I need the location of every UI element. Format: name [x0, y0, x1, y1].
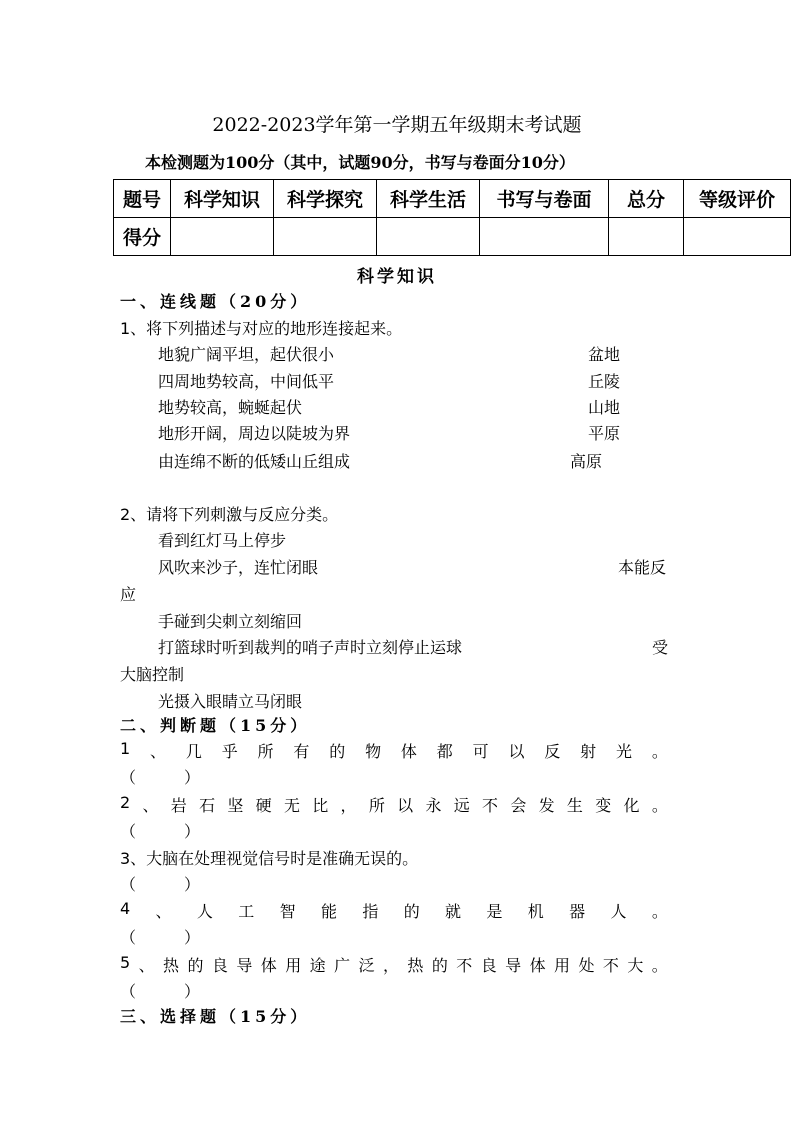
- part1-heading: 一、连线题（20分）: [120, 292, 311, 311]
- q1-right-item: 盆地: [588, 345, 621, 364]
- judge-question-char: 器: [569, 902, 586, 921]
- judge-question-char: 远: [453, 796, 470, 815]
- judge-question-char: 坚: [227, 796, 244, 815]
- judge-question-char: 反: [544, 742, 561, 761]
- table-header-cell: 科学知识: [171, 180, 274, 218]
- judge-question-char: 大: [627, 956, 644, 975]
- q1-right-item: 山地: [588, 398, 621, 417]
- judge-question-char: 机: [527, 902, 544, 921]
- table-header-cell: 题号: [114, 180, 171, 218]
- q2-stimulus-item: 手碰到尖刺立刻缩回: [158, 612, 303, 631]
- q1-right-item: 丘陵: [588, 372, 621, 391]
- judge-question-char: 用: [554, 956, 571, 975]
- part2-heading: 二、判断题（15分）: [120, 716, 311, 735]
- judge-question-char: 比: [312, 796, 329, 815]
- score-cell[interactable]: [377, 218, 480, 256]
- judge-question-char: 1: [120, 739, 131, 758]
- score-cell[interactable]: [609, 218, 684, 256]
- judge-question-char: 不: [482, 796, 499, 815]
- judge-question-char: 处: [578, 956, 595, 975]
- judge-question-char: 2: [120, 793, 131, 812]
- q1-right-item: 高原: [570, 452, 603, 471]
- judge-question-char: 都: [436, 742, 453, 761]
- q2-category-label-cont: 大脑控制: [120, 665, 185, 684]
- judge-question-char: 岩: [170, 796, 187, 815]
- judge-question-char: 以: [397, 796, 414, 815]
- judge-question-char: ，: [340, 796, 357, 815]
- judge-question-char: 不: [456, 956, 473, 975]
- answer-blank[interactable]: （ ）: [120, 822, 201, 841]
- table-header-cell: 书写与卷面: [480, 180, 609, 218]
- judge-question-char: 可: [472, 742, 489, 761]
- answer-blank[interactable]: （ ）: [120, 768, 201, 787]
- judge-question-char: 的: [187, 956, 204, 975]
- judge-question-char: 生: [566, 796, 583, 815]
- judge-question-char: 会: [510, 796, 527, 815]
- judge-question-char: 几: [185, 742, 202, 761]
- judge-question-char: 是: [486, 902, 503, 921]
- judge-question-char: 以: [508, 742, 525, 761]
- answer-blank[interactable]: （ ）: [120, 982, 201, 1001]
- judge-question-char: 光: [615, 742, 632, 761]
- judge-question-char: 所: [368, 796, 385, 815]
- q1-left-item: 四周地势较高，中间低平: [158, 372, 335, 391]
- q1-prompt: 1、将下列描述与对应的地形连接起来。: [120, 319, 403, 338]
- judge-question-char: 4: [120, 899, 131, 918]
- judge-question-char: 的: [329, 742, 346, 761]
- judge-question-char: 体: [400, 742, 417, 761]
- judge-question-char: 、: [150, 742, 167, 761]
- judge-question-char: 的: [403, 902, 420, 921]
- exam-title: 2022-2023学年第一学期五年级期末考试题: [212, 114, 582, 136]
- judge-question-text: 3、大脑在处理视觉信号时是准确无误的。: [120, 849, 419, 868]
- judge-question-char: 用: [285, 956, 302, 975]
- judge-question-char: 。: [651, 796, 668, 815]
- judge-question-char: 石: [199, 796, 216, 815]
- table-header-cell: 科学生活: [377, 180, 480, 218]
- q1-left-item: 地势较高，蜿蜒起伏: [158, 398, 303, 417]
- judge-question-char: 不: [602, 956, 619, 975]
- q2-prompt: 2、请将下列刺激与反应分类。: [120, 505, 339, 524]
- judge-question-char: 射: [580, 742, 597, 761]
- judge-question-char: 物: [365, 742, 382, 761]
- judge-question-char: 体: [529, 956, 546, 975]
- judge-question-char: 5: [120, 953, 131, 972]
- judge-question-char: 智: [279, 902, 296, 921]
- answer-blank[interactable]: （ ）: [120, 875, 201, 894]
- q1-left-item: 由连绵不断的低矮山丘组成: [158, 452, 351, 471]
- judge-question-char: 途: [309, 956, 326, 975]
- judge-question-char: 。: [651, 902, 668, 921]
- score-table-header-row: [114, 180, 791, 218]
- q2-stimulus-item: 看到红灯马上停步: [158, 531, 287, 550]
- score-table-score-row: [114, 218, 791, 256]
- judge-question-char: 、: [142, 796, 159, 815]
- judge-question-char: 无: [283, 796, 300, 815]
- judge-question-char: 人: [610, 902, 627, 921]
- q2-stimulus-item: 光摄入眼睛立马闭眼: [158, 692, 303, 711]
- score-table: [113, 179, 791, 256]
- section-title: 科学知识: [357, 267, 437, 287]
- judge-question-char: 热: [407, 956, 424, 975]
- judge-question: [120, 793, 668, 816]
- score-cell[interactable]: [274, 218, 377, 256]
- q2-category-label: 本能反: [618, 558, 667, 577]
- answer-blank[interactable]: （ ）: [120, 928, 201, 947]
- judge-question: [120, 739, 668, 762]
- judge-question-char: 导: [505, 956, 522, 975]
- judge-question-char: 。: [651, 956, 668, 975]
- q1-left-item: 地形开阔，周边以陡坡为界: [158, 424, 351, 443]
- judge-question-char: 发: [538, 796, 555, 815]
- judge-question-char: 永: [425, 796, 442, 815]
- judge-question-char: 泛: [358, 956, 375, 975]
- judge-question-char: 变: [595, 796, 612, 815]
- judge-question-char: 、: [155, 902, 172, 921]
- score-cell[interactable]: [171, 218, 274, 256]
- judge-question-char: 、: [138, 956, 155, 975]
- judge-question-char: 指: [362, 902, 379, 921]
- judge-question-char: 能: [320, 902, 337, 921]
- score-row-label: 得分: [114, 218, 171, 256]
- part3-heading: 三、选择题（15分）: [120, 1007, 311, 1026]
- judge-question-char: 乎: [221, 742, 238, 761]
- q2-category-label: 受: [652, 638, 669, 657]
- table-header-cell: 等级评价: [684, 180, 791, 218]
- judge-question-char: 有: [293, 742, 310, 761]
- judge-question-char: 所: [257, 742, 274, 761]
- table-header-cell: 科学探究: [274, 180, 377, 218]
- judge-question-char: 良: [211, 956, 228, 975]
- judge-question-char: 体: [260, 956, 277, 975]
- judge-question-char: 人: [196, 902, 213, 921]
- judge-question-char: 的: [431, 956, 448, 975]
- q1-right-item: 平原: [588, 424, 621, 443]
- q2-category-label-cont: 应: [120, 585, 137, 604]
- judge-question-char: ，: [382, 956, 399, 975]
- judge-question: [120, 953, 668, 976]
- judge-question-char: 就: [445, 902, 462, 921]
- q1-left-item: 地貌广阔平坦，起伏很小: [158, 345, 335, 364]
- judge-question-char: 热: [163, 956, 180, 975]
- judge-question-char: 工: [238, 902, 255, 921]
- score-cell[interactable]: [684, 218, 791, 256]
- score-cell[interactable]: [480, 218, 609, 256]
- judge-question-char: 良: [480, 956, 497, 975]
- judge-question-char: 广: [334, 956, 351, 975]
- judge-question-char: 导: [236, 956, 253, 975]
- judge-question-char: 化: [623, 796, 640, 815]
- q2-stimulus-item: 打篮球时听到裁判的哨子声时立刻停止运球: [158, 638, 463, 657]
- q2-stimulus-item: 风吹来沙子，连忙闭眼: [158, 558, 319, 577]
- judge-question-char: 硬: [255, 796, 272, 815]
- table-header-cell: 总分: [609, 180, 684, 218]
- score-note: 本检测题为100分（其中，试题90分，书写与卷面分10分）: [145, 153, 575, 172]
- judge-question: [120, 899, 668, 922]
- judge-question-char: 。: [651, 742, 668, 761]
